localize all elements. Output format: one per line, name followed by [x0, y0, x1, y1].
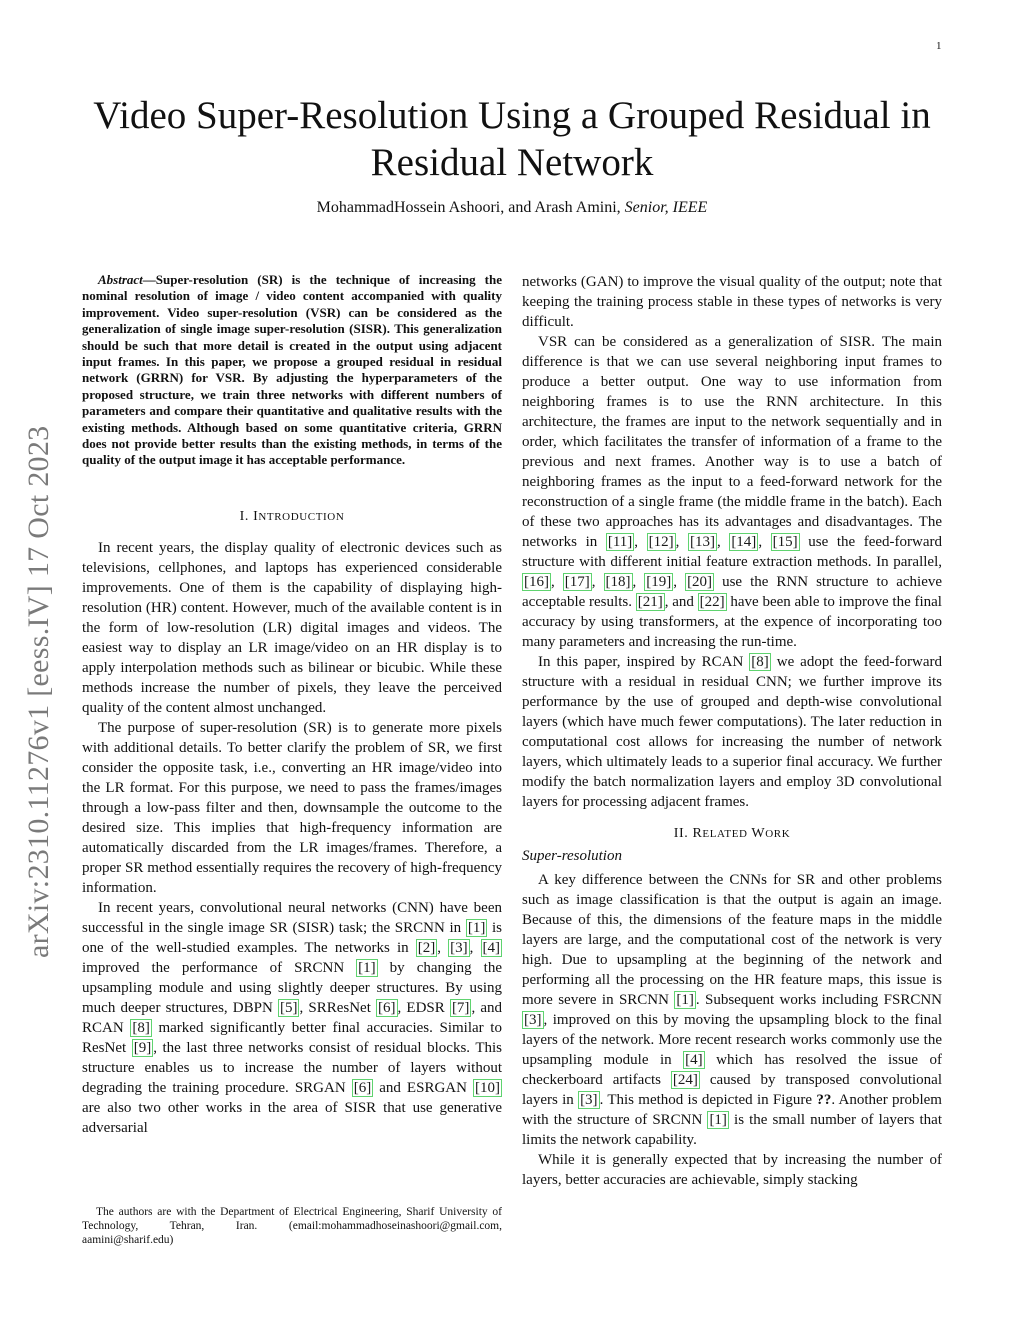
citation-link[interactable]: [4] — [685, 1052, 703, 1068]
citation-link[interactable]: [15] — [772, 534, 798, 550]
text-run: which has resolved the issue of checkerboard artifacts — [522, 1052, 942, 1088]
section-rest: NTRODUCTION — [258, 510, 345, 523]
text-run: is one of the well-studied examples. The networks in — [82, 919, 502, 956]
right-paragraph-2 — [522, 652, 942, 812]
section-cap: R — [692, 826, 703, 841]
text-run: . Subsequent works including FSRCNN — [695, 992, 942, 1008]
text-run: . This method is depicted in Figure — [599, 1092, 817, 1108]
text-run: In recent years, convolutional neural networks (CNN) have been successful in the single image SR (SISR) task; the SRCNN in — [82, 899, 502, 936]
text-run: by changing the upsampling module and using slightly deeper structures. By using much deeper structures, DBPN — [82, 959, 503, 1016]
citation-link[interactable]: [24] — [672, 1072, 698, 1088]
paper-title: Video Super-Resolution Using a Grouped Residual in Residual Network — [93, 94, 931, 184]
text-run: , — [437, 939, 449, 956]
text-run: , the last three networks consist of residual blocks. This structure enables us to increase the number of layers without degrading the training procedure. SRGAN — [82, 1039, 502, 1096]
citation-link[interactable]: [19] — [646, 574, 672, 590]
citation-link[interactable]: [3] — [450, 939, 468, 956]
intro-paragraph-2: The purpose of super-resolution (SR) is to generate more pixels with additional details. To better clarify the problem of SR, we first consider the opposite task, i.e., converting an HR image/video into the LR format. For this purpose, we need to pass the frames/images through a low-pass filter and then, downsample the outcome to the desired size. This implies that high-frequency information are automatically discarded from the LR images/frames. Therefore, a proper SR method essentially requires the recovery of high-frequency information. — [82, 719, 502, 896]
text-run: , — [469, 939, 481, 956]
arxiv-identifier: arXiv:2310.11276v1 [eess.IV] 17 Oct 2023 — [22, 425, 55, 958]
section-heading-introduction — [82, 507, 502, 527]
author-role: Senior, IEEE — [624, 199, 708, 216]
citation-link[interactable]: [1] — [709, 1112, 727, 1128]
text-run: A key difference between the CNNs for SR and other problems such as image classification is that the output is again an image. Because of this, the dimensions of the feature maps in the middle layers are large, and the computational cost of the network is very high. Due to upsampling at the beginning of the network and performing all the processing on the HR feature maps, this issue is more severe in SRCNN — [522, 872, 942, 1008]
text-run: use the RNN structure to achieve acceptable results. — [522, 574, 943, 610]
text-run: VSR can be considered as a generalization of SISR. The main difference is that we can use several neighboring input frames to produce a better output. One way to use information from neighboring frames is to use the RNN architecture. In this architecture, the frames are input to the network sequentially and in order, which facilitates the transfer of information of a frame to the previous and next frames. Another way is to use a batch of neighboring frames as the input to a feed-forward network for the reconstruction of a single frame (the middle frame in the batch). Each of these two approaches has its advantages and disadvantages. The networks in — [522, 334, 942, 550]
author-line — [60, 199, 964, 217]
text-run: marked significantly better final accuracies. Similar to ResNet — [82, 1019, 502, 1056]
text-run: use the feed-forward structure with different initial feature extraction methods. In parallel, — [522, 534, 943, 570]
citation-link[interactable]: [3] — [580, 1092, 598, 1108]
section-cap: I — [253, 508, 259, 524]
intro-paragraph-1: In recent years, the display quality of electronic devices such as televisions, cellphones, and laptops has experienced considerable improvements. One of them is the capability of displaying high-resolution (HR) content. However, much of the available content is in the form of low-resolution (LR) digital images and videos. The easiest way to display an LR image/video on an HR display is to apply interpolation methods such as bilinear or bicubic. While these methods increase the number of pixels, they leave the perceived quality of the content almost unchanged. — [82, 539, 502, 716]
text-run: , and — [664, 594, 698, 610]
citation-link[interactable]: [10] — [474, 1079, 500, 1096]
citation-link[interactable]: [11] — [607, 534, 633, 550]
footnote — [82, 1205, 502, 1247]
text-run: and ESRGAN — [373, 1079, 473, 1096]
broken-figure-ref: ?? — [816, 1092, 832, 1108]
section-number: I. — [239, 508, 249, 524]
section-number: II. — [673, 826, 689, 841]
text-run: have been able to improve the final accuracy by using transformers, at the expence of incorporating too many parameters and increasing the run-time. — [522, 594, 942, 650]
text-run: we adopt the feed-forward structure with a residual in residual CNN; we further improve its performance by the use of grouped and depth-wise convolutional layers (which have much fewer computations). The later reduction in computational cost allows for increasing the number of network layers, which ultimately leads to a superior final accuracy. We further modify the batch normalization layers and employ 3D convolutional layers for processing adjacent frames. — [522, 654, 942, 810]
citation-link[interactable]: [1] — [467, 919, 486, 936]
citation-link[interactable]: [14] — [731, 534, 757, 550]
text-run: , improved on this by moving the upsampling block to the final layers of the network. More recent research works commonly use the upsampling module in — [522, 1012, 942, 1068]
citation-link[interactable]: [8] — [132, 1019, 150, 1036]
text-run: , and RCAN — [82, 999, 502, 1036]
section-cap: W — [751, 826, 766, 841]
citation-link[interactable]: [7] — [451, 999, 470, 1016]
abstract-lead: Abstract — [98, 272, 143, 287]
right-paragraph-4: While it is generally expected that by increasing the number of layers, better accuracies are achievable, simply stacking — [522, 1152, 942, 1188]
text-run: , SRResNet — [299, 999, 377, 1016]
abstract — [82, 272, 502, 469]
author-names: MohammadHossein Ashoori, and Arash Amini, — [316, 199, 621, 216]
citation-link[interactable]: [3] — [524, 1012, 542, 1028]
citation-link[interactable]: [1] — [358, 959, 376, 976]
citation-link[interactable]: [17] — [564, 574, 590, 590]
citation-link[interactable]: [5] — [279, 999, 298, 1016]
citation-link[interactable]: [13] — [689, 534, 715, 550]
abstract-text: —Super-resolution (SR) is the technique of increasing the nominal resolution of image / video content accompanied with quality improvement. Video super-resolution (VSR) can be considered as the generalization of single image super-resolution (SISR). This generalization should be such that more detail is created in the output using adjacent input frames. In this paper, we propose a grouped residual in residual network (GRRN) for VSR. By adjusting the hyperparameters of the proposed structure, we train three networks with different numbers of parameters and compare their quantitative and qualitative results with the existing methods. Although based on some quantitative criteria, GRRN does not provide better results than the existing methods, in terms of the quality of the output image it has acceptable performance. — [82, 272, 502, 468]
citation-link[interactable]: [1] — [676, 992, 694, 1008]
text-run: , EDSR — [397, 999, 450, 1016]
text-run: are also two other works in the area of SISR that use generative adversarial — [82, 1099, 502, 1136]
section-rest: ORK — [765, 828, 791, 840]
citation-link[interactable]: [9] — [133, 1039, 152, 1056]
citation-link[interactable]: [16] — [524, 574, 549, 590]
citation-link[interactable]: [12] — [648, 534, 674, 550]
text-run: caused by transposed convolutional layers in — [522, 1072, 942, 1108]
citation-link[interactable]: [6] — [378, 999, 396, 1016]
citation-link[interactable]: [20] — [687, 574, 713, 590]
citation-link[interactable]: [8] — [751, 654, 769, 670]
footnote-text: The authors are with the Department of Electrical Engineering, Sharif University of Technology, Tehran, Iran. (email:mohammadhoseinashoori@gmail.com, aamini@sharif.edu) — [82, 1206, 502, 1246]
citation-link[interactable]: [6] — [353, 1079, 372, 1096]
subsection-heading: Super-resolution — [522, 848, 622, 864]
right-paragraph-1: VSR can be considered as a generalization of SISR. The main difference is that we can use several neighboring input frames to produce a better output. One way to use information from neighboring frames is to use the RNN architecture. In this architecture, the frames are input to the network sequentially and in order, which facilitates the transfer of information of a frame to the previous and next frames. Another way is to use a batch of neighboring frames as the input to a feed-forward network for the reconstruction of a single frame (the middle frame in the batch). Each of these two approaches has its advantages and disadvantages. The networks in [11] , [12] , [13] , [14] , [15] use the feed-forward structure with different initial feature extraction methods. In parallel, [16] , [17] , [18] , [19] , [20] use the RNN structure to achieve acceptable results. [21] , and [22] have been able to improve the final accuracy by using transformers, at the expence of incorporating too many parameters and increasing the run-time. — [522, 334, 943, 650]
text-run: is the small number of layers that limits the network capability. — [522, 1112, 943, 1148]
right-paragraph-3 — [522, 870, 942, 1150]
page-number: 1 — [936, 40, 942, 52]
text-run: In this paper, inspired by RCAN — [538, 654, 750, 670]
right-paragraph-0: networks (GAN) to improve the visual quality of the output; note that keeping the training process stable in these types of networks is very difficult. — [522, 274, 942, 330]
citation-link[interactable]: [18] — [605, 574, 631, 590]
left-column — [82, 272, 502, 1138]
citation-link[interactable]: [22] — [699, 594, 725, 610]
section-rest: ELATED — [702, 828, 748, 840]
text-run: . Another problem with the structure of SRCNN — [522, 1092, 942, 1128]
intro-paragraph-3 — [82, 898, 502, 1138]
citation-link[interactable]: [2] — [417, 939, 436, 956]
citation-link[interactable]: [4] — [482, 939, 501, 956]
citation-link[interactable]: [21] — [637, 594, 663, 610]
right-column — [522, 272, 942, 1190]
text-run: improved the performance of SRCNN — [82, 959, 357, 976]
section-heading-related-work — [522, 824, 942, 844]
